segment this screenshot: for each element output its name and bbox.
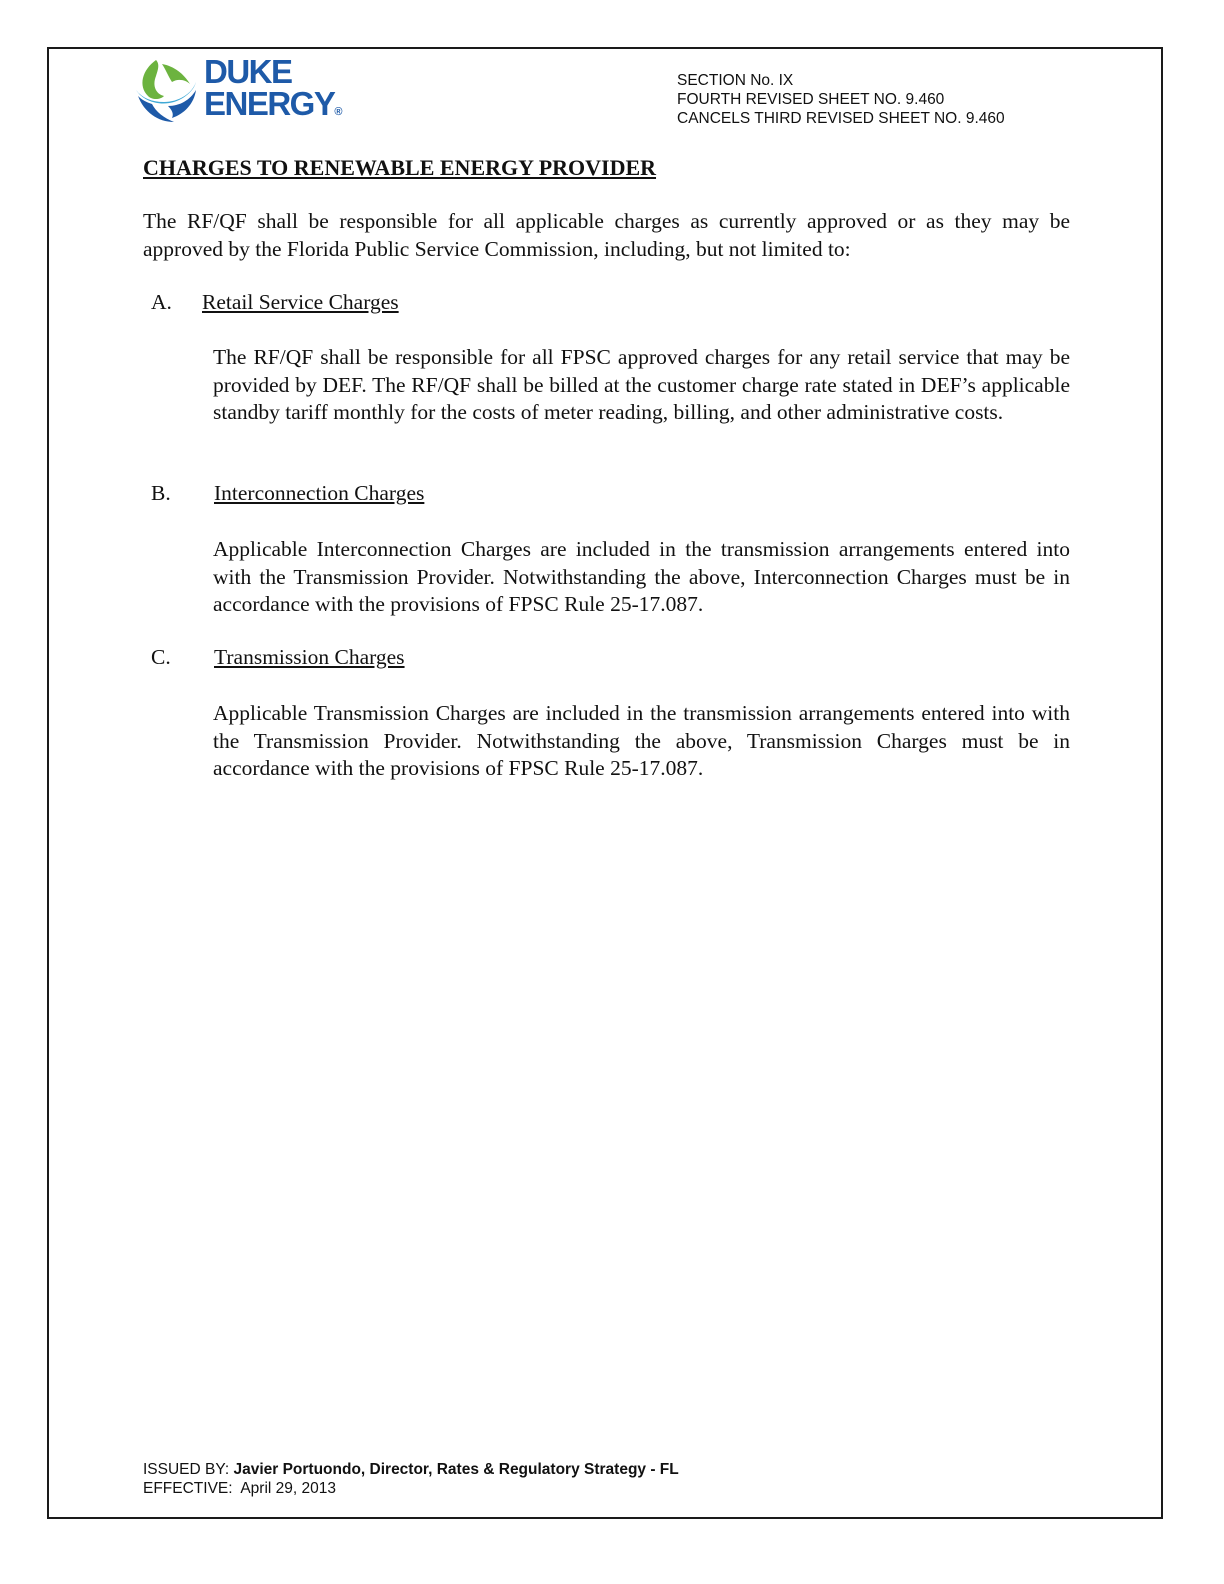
- effective-label: EFFECTIVE:: [143, 1480, 241, 1497]
- item-b-body: Applicable Interconnection Charges are included in the transmission arrangements entered into with the Transmission Provider. Notwithstanding the above, Interconnection Charges must be in accordance with the provisions of FPSC Rule 25-17.087.: [213, 537, 1070, 616]
- duke-energy-logo: [134, 53, 344, 128]
- document-title: CHARGES TO RENEWABLE ENERGY PROVIDER: [143, 155, 657, 180]
- item-a-letter: A.: [151, 290, 172, 314]
- item-c-heading: Transmission Charges: [214, 645, 405, 669]
- sheet-info: [677, 71, 1005, 128]
- effective-line: [143, 1479, 679, 1498]
- item-c-letter: C.: [151, 645, 171, 669]
- sheet-number: FOURTH REVISED SHEET NO. 9.460: [677, 91, 945, 108]
- logo-line2: [204, 85, 343, 128]
- item-b-heading: Interconnection Charges: [214, 481, 425, 505]
- item-a-heading: Retail Service Charges: [202, 290, 399, 314]
- issued-by-label: ISSUED BY:: [143, 1461, 234, 1478]
- logo-line2-text: ENERGY: [204, 85, 335, 122]
- issued-by-line: [143, 1460, 679, 1479]
- issued-by-name: Javier Portuondo, Director, Rates & Regulatory Strategy - FL: [233, 1461, 679, 1478]
- page-border: [47, 47, 1163, 1519]
- effective-date: April 29, 2013: [240, 1480, 336, 1497]
- cancels-sheet: CANCELS THIRD REVISED SHEET NO. 9.460: [677, 110, 1005, 127]
- intro-paragraph: The RF/QF shall be responsible for all applicable charges as currently approved or as they may be approved by the Florida Public Service Commission, including, but not limited to:: [143, 209, 1070, 261]
- item-b-letter: B.: [151, 481, 171, 505]
- registered-mark: ®: [334, 106, 343, 118]
- footer: [143, 1460, 679, 1498]
- logo-wordmark: [204, 53, 343, 128]
- duke-energy-flame-icon: [134, 56, 200, 128]
- item-a-body: The RF/QF shall be responsible for all FPSC approved charges for any retail service that may be provided by DEF. The RF/QF shall be billed at the customer charge rate stated in DEF’s applicable standby tariff monthly for the costs of meter reading, billing, and other administrative costs.: [213, 345, 1070, 424]
- item-c-body: Applicable Transmission Charges are included in the transmission arrangements entered into with the Transmission Provider. Notwithstanding the above, Transmission Charges must be in accordance with the provisions of FPSC Rule 25-17.087.: [213, 701, 1070, 780]
- section-number: SECTION No. IX: [677, 72, 794, 89]
- logo-line1: DUKE: [204, 53, 292, 90]
